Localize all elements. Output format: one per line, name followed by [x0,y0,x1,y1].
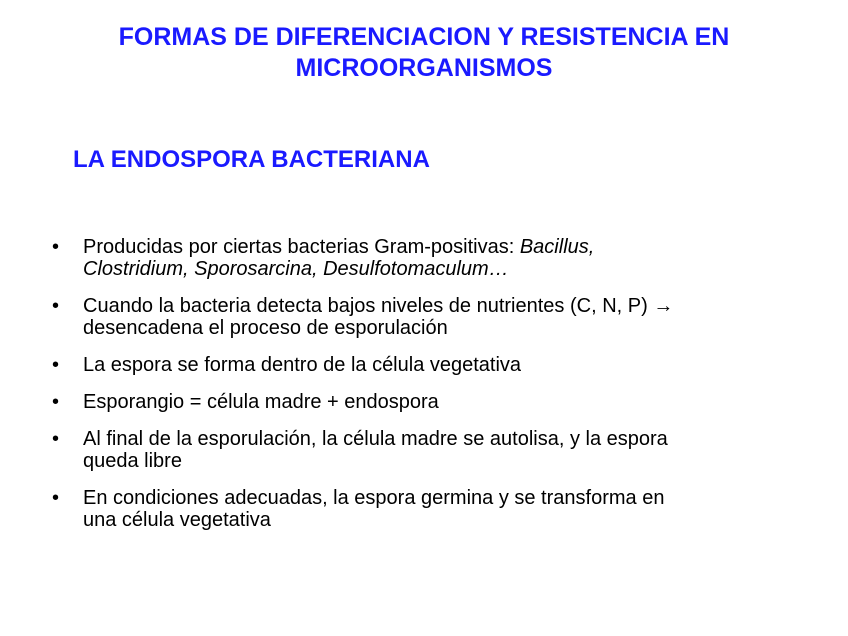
bullet-2-line-1: Cuando la bacteria detecta bajos niveles de nutrientes (C, N, P) → [83,295,674,317]
bullet-icon: • [52,391,60,413]
bullet-item-4 [52,391,812,413]
bullet-item-3 [52,354,812,376]
bullet-icon: • [52,428,60,450]
bullet-3-line-1: La espora se forma dentro de la célula vegetativa [83,354,522,376]
bullet-6-line-2: una célula vegetativa [83,509,271,531]
bullet-item-2 [52,295,812,339]
bullet-5-line-1: Al final de la esporulación, la célula madre se autolisa, y la espora [83,428,668,450]
bullet-icon: • [52,236,60,258]
bullet-2-line-2: desencadena el proceso de esporulación [83,317,448,339]
bullet-1-line-2: Clostridium, Sporosarcina, Desulfotomaculum… [83,258,509,280]
bullet-1-line-1 [83,236,812,258]
bullet-5-line-2: queda libre [83,450,182,472]
bullet-icon: • [52,354,60,376]
slide-title [0,22,848,84]
bullet-icon: • [52,487,60,509]
section-heading: LA ENDOSPORA BACTERIANA [73,146,430,173]
slide-title-line-1: FORMAS DE DIFERENCIACION Y RESISTENCIA EN [118,23,730,51]
bullet-1-text: Producidas por ciertas bacterias Gram-positivas: [83,236,520,258]
bullet-4-line-1: Esporangio = célula madre + endospora [83,391,439,413]
bullet-item-1 [52,236,812,280]
bullet-1-genus-text: Bacillus, [519,236,595,258]
slide-title-line-2: MICROORGANISMOS [295,54,553,82]
bullet-item-6 [52,487,812,531]
bullet-list [52,236,812,546]
bullet-icon: • [52,295,60,317]
bullet-6-line-1: En condiciones adecuadas, la espora germina y se transforma en [83,487,665,509]
bullet-item-5 [52,428,812,472]
